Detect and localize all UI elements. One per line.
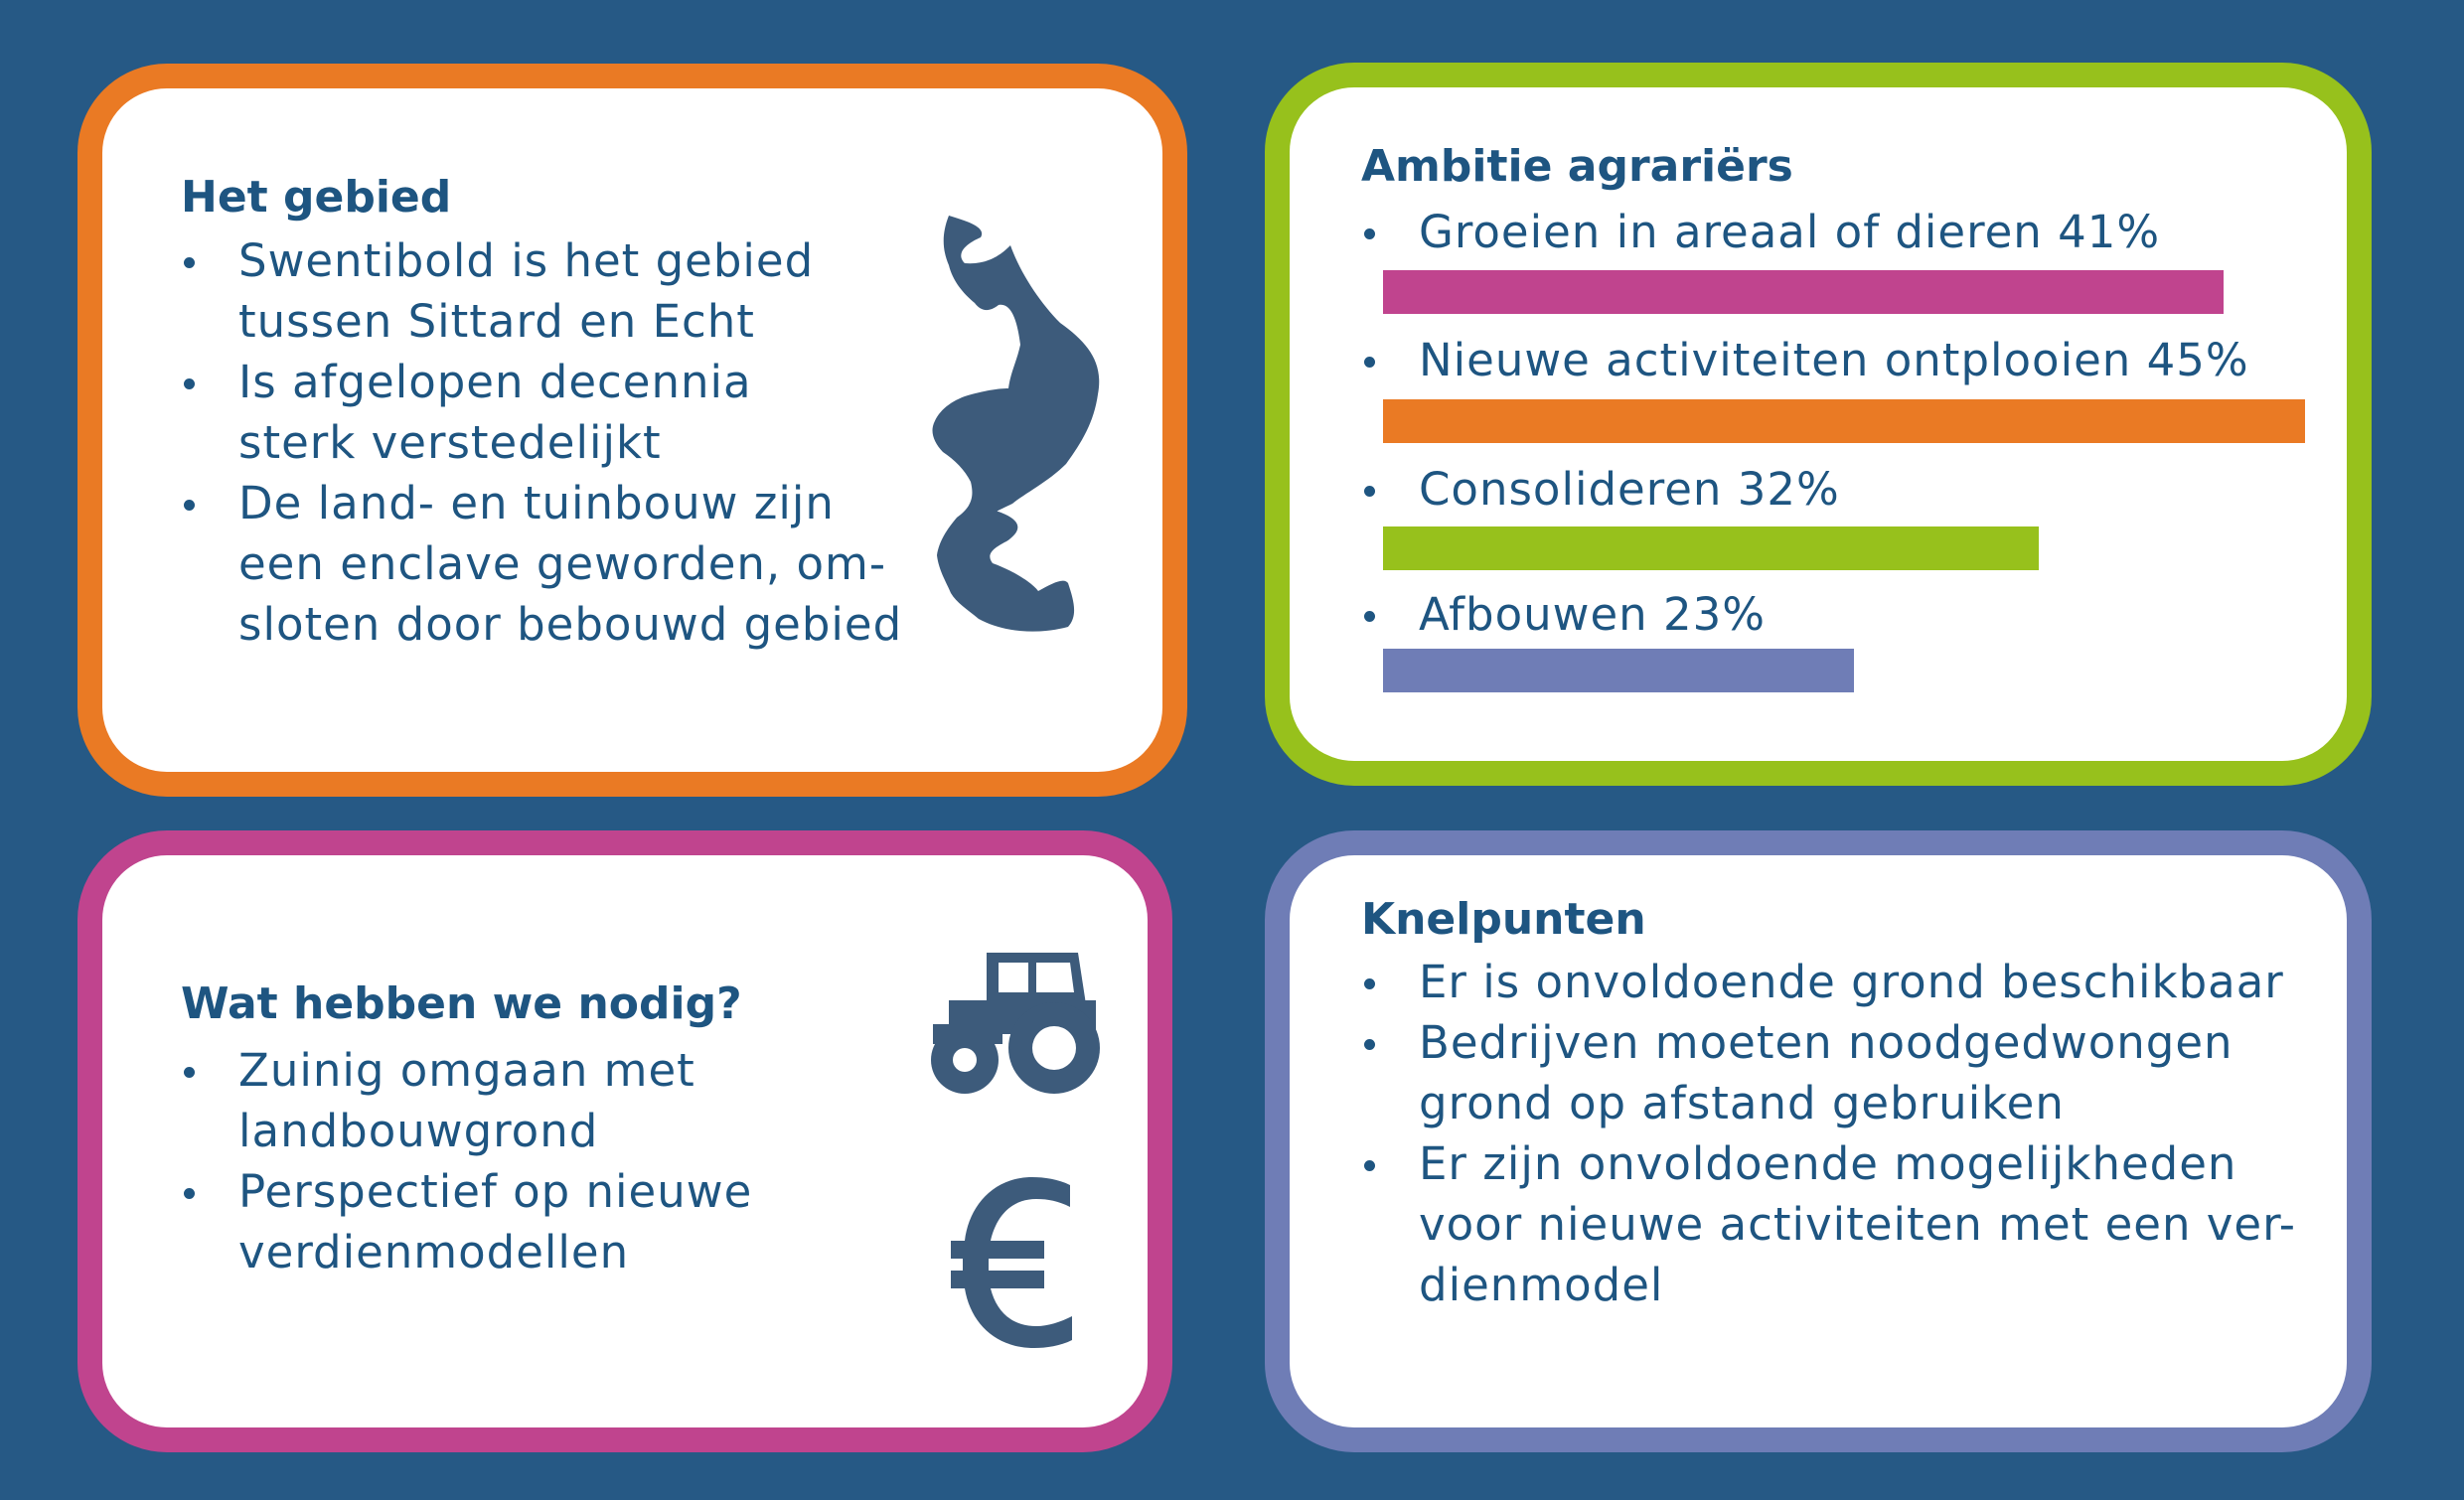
list-het-gebied [181, 230, 902, 655]
card-title-wat-hebben-we-nodig: Wat hebben we nodig? [181, 978, 742, 1029]
ambitie-label: Afbouwen 23% [1361, 584, 1766, 645]
bullet-item [181, 473, 902, 655]
region-map-icon [929, 214, 1108, 636]
euro-icon [949, 1175, 1078, 1349]
bullet-item [181, 1161, 752, 1282]
bullet-line: sterk verstedelijkt [238, 416, 662, 469]
bullet-item [181, 352, 902, 473]
list-wat-hebben-we-nodig [181, 1040, 752, 1282]
card-title-het-gebied: Het gebied [181, 172, 452, 223]
bullet-item [1361, 1133, 2296, 1315]
bullet-line: De land- en tuinbouw zijn [238, 477, 835, 529]
bullet-line: Er is onvoldoende grond beschikbaar [1419, 956, 2284, 1008]
bullet-line: Zuinig omgaan met [238, 1044, 695, 1097]
bullet-item [181, 230, 902, 352]
bullet-line: landbouwgrond [238, 1105, 599, 1157]
list-knelpunten [1361, 952, 2296, 1315]
ambitie-label-list [1361, 330, 2249, 390]
bullet-line: verdienmodellen [238, 1226, 630, 1278]
bullet-item [1361, 952, 2296, 1012]
ambitie-label-list [1361, 202, 2160, 262]
bullet-line: Bedrijven moeten noodgedwongen [1419, 1016, 2233, 1069]
tractor-icon [929, 949, 1101, 1096]
bullet-line: sloten door bebouwd gebied [238, 598, 903, 651]
bullet-line: voor nieuwe activiteiten met een ver- [1419, 1198, 2296, 1251]
ambitie-label: Nieuwe activiteiten ontplooien 45% [1361, 330, 2249, 390]
bullet-item [1361, 1012, 2296, 1133]
bullet-line: tussen Sittard en Echt [238, 295, 755, 348]
ambitie-label-list [1361, 584, 1766, 645]
bullet-line: Perspectief op nieuwe [238, 1165, 753, 1218]
bullet-line: Is afgelopen decennia [238, 356, 752, 408]
bullet-line: een enclave geworden, om- [238, 537, 887, 590]
bullet-line: dienmodel [1419, 1259, 1664, 1311]
bullet-line: Swentibold is het gebied [238, 234, 815, 287]
ambitie-bar [1383, 526, 2039, 570]
bullet-line: Er zijn onvoldoende mogelijkheden [1419, 1137, 2237, 1190]
bullet-item [181, 1040, 752, 1161]
ambitie-label: Consolideren 32% [1361, 459, 1840, 520]
ambitie-bar [1383, 649, 1854, 692]
bullet-line: grond op afstand gebruiken [1419, 1077, 2065, 1129]
card-title-knelpunten: Knelpunten [1361, 894, 1646, 945]
ambitie-bar [1383, 399, 2305, 443]
ambitie-bar [1383, 270, 2224, 314]
ambitie-label-list [1361, 459, 1840, 520]
card-title-ambitie-agrariers: Ambitie agrariërs [1361, 141, 1793, 192]
ambitie-label: Groeien in areaal of dieren 41% [1361, 202, 2160, 262]
